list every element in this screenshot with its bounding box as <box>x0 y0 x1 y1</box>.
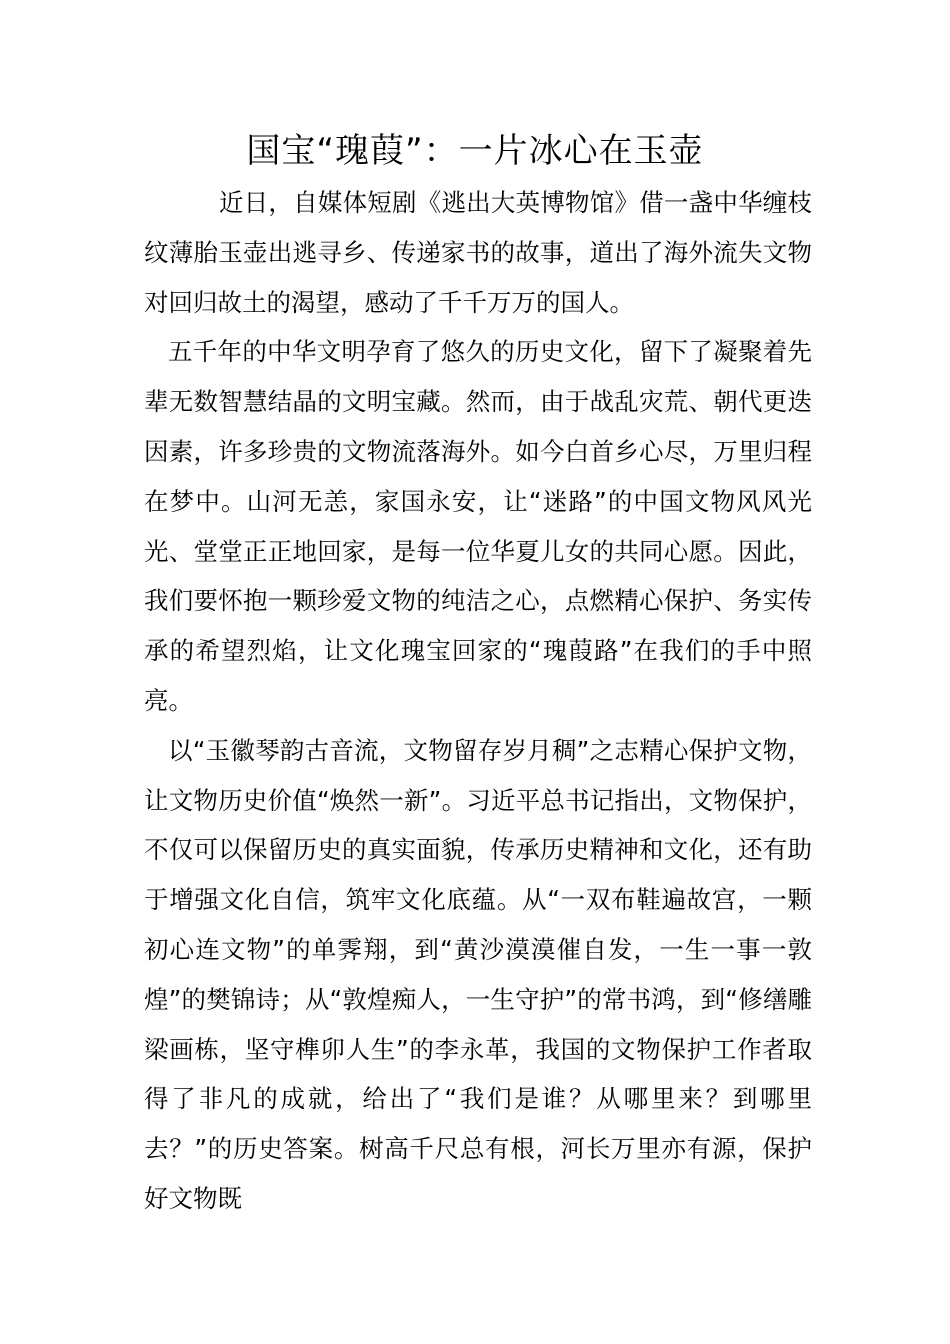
paragraph-civilization: 五千年的中华文明孕育了悠久的历史文化，留下了凝聚着先辈无数智慧结晶的文明宝藏。然而，由于战乱灾荒、朝代更迭因素，许多珍贵的文物流落海外。如今白首乡心尽，万里归程在梦中。山河无恙，家国永安，让“迷路”的中国文物风风光光、堂堂正正地回家，是每一位华夏儿女的共同心愿。因此，我们要怀抱一颗珍爱文物的纯洁之心，点燃精心保护、务实传承的希望烈焰，让文化瑰宝回家的“瑰葭路”在我们的手中照亮。 <box>144 337 812 715</box>
paragraph-intro: 近日，自媒体短剧《逃出大英博物馆》借一盏中华缠枝纹薄胎玉壶出逃寻乡、传递家书的故事，道出了海外流失文物对回归故土的渴望，感动了千千万万的国人。 <box>144 188 812 317</box>
document-title: 国宝“瑰葭”：一片冰心在玉壶 <box>246 131 704 171</box>
document-body <box>144 178 812 1224</box>
paragraph-protection: 以“玉徽琴韵古音流，文物留存岁月稠”之志精心保护文物，让文物历史价值“焕然一新”。习近平总书记指出，文物保护，不仅可以保留历史的真实面貌，传承历史精神和文化，还有助于增强文化自信，筑牢文化底蕴。从“一双布鞋遍故宫，一颗初心连文物”的单霁翔，到“黄沙漠漠催自发，一生一事一敦煌”的樊锦诗；从“敦煌痴人，一生守护”的常书鸿，到“修缮雕梁画栋，坚守榫卯人生”的李永革，我国的文物保护工作者取得了非凡的成就，给出了“我们是谁？从哪里来？到哪里去？”的历史答案。树高千尺总有根，河长万里亦有源，保护好文物既 <box>144 735 812 1213</box>
